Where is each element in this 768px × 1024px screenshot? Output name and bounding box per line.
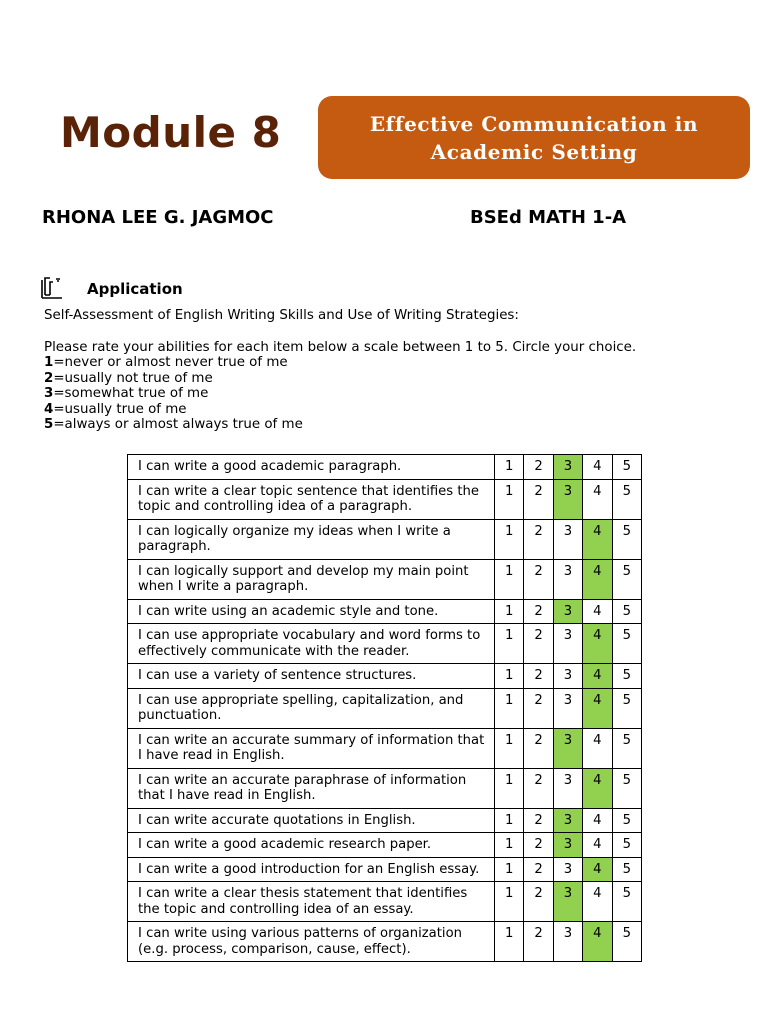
rating-option-4[interactable]: 4 [583, 599, 612, 624]
rating-option-1[interactable]: 1 [495, 599, 524, 624]
table-row [128, 922, 642, 962]
banner-line-2: Academic Setting [430, 139, 638, 164]
rating-option-3[interactable]: 3 [553, 479, 582, 519]
rating-option-3[interactable]: 3 [553, 559, 582, 599]
rating-option-1[interactable]: 1 [495, 728, 524, 768]
table-row [128, 833, 642, 858]
rating-option-2[interactable]: 2 [524, 455, 553, 480]
rating-option-2[interactable]: 2 [524, 857, 553, 882]
rating-option-1[interactable]: 1 [495, 922, 524, 962]
application-icon [40, 276, 68, 300]
rating-option-4[interactable]: 4 [583, 882, 612, 922]
rating-option-3[interactable]: 3 [553, 808, 582, 833]
statement-cell: I can write a good academic research paper. [128, 833, 495, 858]
table-row [128, 559, 642, 599]
rating-option-4[interactable]: 4 [583, 833, 612, 858]
scale-number: 3 [44, 386, 54, 401]
statement-cell: I can use appropriate spelling, capitalization, and punctuation. [128, 688, 495, 728]
student-section: BSEd MATH 1-A [470, 207, 627, 228]
rating-option-4[interactable]: 4 [583, 768, 612, 808]
rating-option-2[interactable]: 2 [524, 599, 553, 624]
rating-option-1[interactable]: 1 [495, 624, 524, 664]
rating-option-5[interactable]: 5 [612, 624, 641, 664]
rating-option-3[interactable]: 3 [553, 833, 582, 858]
rating-option-1[interactable]: 1 [495, 664, 524, 689]
rating-option-3[interactable]: 3 [553, 599, 582, 624]
rating-option-5[interactable]: 5 [612, 857, 641, 882]
rating-option-1[interactable]: 1 [495, 833, 524, 858]
intro-line: Self-Assessment of English Writing Skills and Use of Writing Strategies: [44, 308, 519, 323]
rating-option-5[interactable]: 5 [612, 559, 641, 599]
statement-cell: I can write using various patterns of organization (e.g. process, comparison, cause, effect). [128, 922, 495, 962]
rating-option-3[interactable]: 3 [553, 455, 582, 480]
scale-description: =somewhat true of me [53, 386, 209, 401]
rating-option-5[interactable]: 5 [612, 599, 641, 624]
statement-cell: I can write an accurate paraphrase of information that I have read in English. [128, 768, 495, 808]
rating-option-4[interactable]: 4 [583, 857, 612, 882]
scale-item [44, 402, 636, 418]
rating-option-4[interactable]: 4 [583, 479, 612, 519]
instruction-line: Please rate your abilities for each item below a scale between 1 to 5. Circle your choice. [44, 339, 637, 355]
scale-description: =usually true of me [53, 401, 187, 417]
statement-cell: I can write accurate quotations in English. [128, 808, 495, 833]
rating-option-4[interactable]: 4 [583, 688, 612, 728]
rating-option-3[interactable]: 3 [553, 882, 582, 922]
scale-item [44, 417, 636, 433]
module-banner [318, 96, 750, 179]
statement-cell: I can write a good academic paragraph. [128, 455, 495, 480]
rating-option-2[interactable]: 2 [524, 882, 553, 922]
statement-cell: I can logically organize my ideas when I write a paragraph. [128, 519, 495, 559]
rating-option-4[interactable]: 4 [583, 808, 612, 833]
rating-option-1[interactable]: 1 [495, 882, 524, 922]
table-row [128, 808, 642, 833]
table-row [128, 728, 642, 768]
table-row [128, 624, 642, 664]
rating-option-4[interactable]: 4 [583, 922, 612, 962]
scale-number: 2 [44, 370, 54, 386]
rating-option-2[interactable]: 2 [524, 728, 553, 768]
scale-list [44, 355, 636, 433]
table-row [128, 664, 642, 689]
table-row [128, 599, 642, 624]
statement-cell: I can logically support and develop my main point when I write a paragraph. [128, 559, 495, 599]
rating-option-2[interactable]: 2 [524, 768, 553, 808]
rating-option-3[interactable]: 3 [553, 768, 582, 808]
rating-option-1[interactable]: 1 [495, 559, 524, 599]
table-row [128, 479, 642, 519]
rating-option-3[interactable]: 3 [553, 922, 582, 962]
rating-option-1[interactable]: 1 [495, 455, 524, 480]
rating-option-2[interactable]: 2 [524, 624, 553, 664]
statement-cell: I can write a good introduction for an English essay. [128, 857, 495, 882]
rating-option-2[interactable]: 2 [524, 922, 553, 962]
statement-cell: I can write a clear topic sentence that identifies the topic and controlling idea of a paragraph. [128, 479, 495, 519]
rating-option-2[interactable]: 2 [524, 808, 553, 833]
statement-cell: I can write a clear thesis statement that identifies the topic and controlling idea of an essay. [128, 882, 495, 922]
scale-number: 1 [44, 355, 54, 370]
scale-description: =usually not true of me [53, 370, 213, 386]
rating-option-2[interactable]: 2 [524, 688, 553, 728]
rating-option-5[interactable]: 5 [612, 664, 641, 689]
statement-cell: I can write using an academic style and tone. [128, 599, 495, 624]
table-row [128, 882, 642, 922]
rating-option-2[interactable]: 2 [524, 664, 553, 689]
rating-option-5[interactable]: 5 [612, 882, 641, 922]
intro-text [44, 308, 636, 433]
statement-cell: I can use a variety of sentence structures. [128, 664, 495, 689]
rating-option-3[interactable]: 3 [553, 688, 582, 728]
rating-option-5[interactable]: 5 [612, 728, 641, 768]
rating-option-3[interactable]: 3 [553, 664, 582, 689]
rating-table [127, 454, 642, 962]
application-heading: Application [87, 280, 183, 298]
rating-option-4[interactable]: 4 [583, 519, 612, 559]
table-row [128, 857, 642, 882]
table-row [128, 688, 642, 728]
rating-option-4[interactable]: 4 [583, 559, 612, 599]
rating-option-3[interactable]: 3 [553, 728, 582, 768]
rating-option-1[interactable]: 1 [495, 808, 524, 833]
rating-option-5[interactable]: 5 [612, 808, 641, 833]
rating-option-1[interactable]: 1 [495, 688, 524, 728]
rating-option-5[interactable]: 5 [612, 688, 641, 728]
rating-option-5[interactable]: 5 [612, 479, 641, 519]
student-name: RHONA LEE G. JAGMOC [42, 207, 274, 228]
rating-option-1[interactable]: 1 [495, 519, 524, 559]
rating-option-3[interactable]: 3 [553, 519, 582, 559]
scale-number: 5 [44, 417, 54, 432]
rating-option-4[interactable]: 4 [583, 728, 612, 768]
rating-option-1[interactable]: 1 [495, 479, 524, 519]
rating-option-1[interactable]: 1 [495, 768, 524, 808]
rating-option-5[interactable]: 5 [612, 768, 641, 808]
rating-option-2[interactable]: 2 [524, 559, 553, 599]
table-row [128, 519, 642, 559]
table-row [128, 768, 642, 808]
scale-number: 4 [44, 401, 54, 417]
rating-option-2[interactable]: 2 [524, 479, 553, 519]
statement-cell: I can write an accurate summary of information that I have read in English. [128, 728, 495, 768]
table-row [128, 455, 642, 480]
rating-option-1[interactable]: 1 [495, 857, 524, 882]
scale-item [44, 371, 636, 387]
rating-option-4[interactable]: 4 [583, 624, 612, 664]
scale-description: =never or almost never true of me [53, 355, 288, 370]
scale-description: =always or almost always true of me [53, 417, 303, 432]
rating-option-5[interactable]: 5 [612, 922, 641, 962]
scale-item [44, 355, 636, 371]
rating-option-4[interactable]: 4 [583, 664, 612, 689]
rating-option-5[interactable]: 5 [612, 519, 641, 559]
rating-option-4[interactable]: 4 [583, 455, 612, 480]
scale-item [44, 386, 636, 402]
rating-option-3[interactable]: 3 [553, 624, 582, 664]
rating-option-2[interactable]: 2 [524, 833, 553, 858]
rating-option-3[interactable]: 3 [553, 857, 582, 882]
rating-option-2[interactable]: 2 [524, 519, 553, 559]
statement-cell: I can use appropriate vocabulary and word forms to effectively communicate with the reader. [128, 624, 495, 664]
rating-option-5[interactable]: 5 [612, 455, 641, 480]
banner-line-1: Effective Communication in [369, 111, 699, 136]
rating-option-5[interactable]: 5 [612, 833, 641, 858]
module-title: Module 8 [60, 108, 282, 157]
